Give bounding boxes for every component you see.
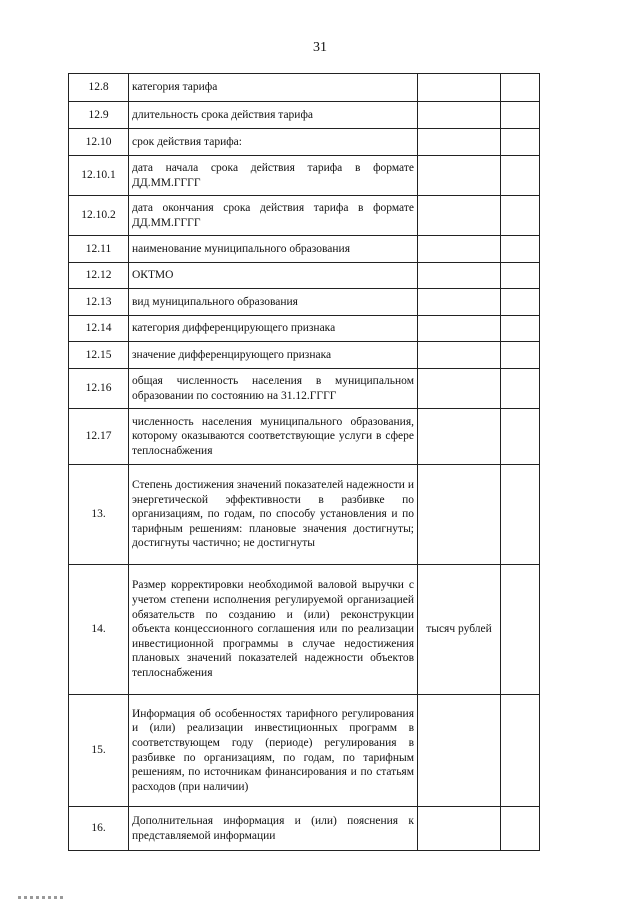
table-row <box>69 316 540 342</box>
row-source <box>501 129 540 156</box>
row-unit <box>418 369 501 409</box>
row-description: ОКТМО <box>129 263 418 289</box>
row-source <box>501 316 540 342</box>
row-description: категория тарифа <box>129 74 418 102</box>
table-row <box>69 263 540 289</box>
row-description: наименование муниципального образования <box>129 236 418 263</box>
row-source <box>501 156 540 196</box>
table-row <box>69 102 540 129</box>
table-row <box>69 74 540 102</box>
row-description: Степень достижения значений показателей надежности и энергетической эффективности в разбивке по организациям, по годам, по способу установления и по тарифным решениям: плановые значения достигнуты; достигнуты частично; не достигнуты <box>129 465 418 565</box>
row-source <box>501 807 540 851</box>
row-number: 12.10.2 <box>69 196 129 236</box>
data-table <box>68 73 540 851</box>
row-description: вид муниципального образования <box>129 289 418 316</box>
row-number: 12.16 <box>69 369 129 409</box>
row-unit <box>418 807 501 851</box>
table-row <box>69 156 540 196</box>
row-unit: тысяч рублей <box>418 565 501 695</box>
row-source <box>501 695 540 807</box>
row-number: 15. <box>69 695 129 807</box>
row-unit <box>418 465 501 565</box>
row-source <box>501 465 540 565</box>
table-row <box>69 236 540 263</box>
row-source <box>501 263 540 289</box>
row-description: Дополнительная информация и (или) пояснения к представляемой информации <box>129 807 418 851</box>
row-description: дата начала срока действия тарифа в формате ДД.ММ.ГГГГ <box>129 156 418 196</box>
row-source <box>501 342 540 369</box>
row-description: значение дифференцирующего признака <box>129 342 418 369</box>
row-unit <box>418 102 501 129</box>
row-number: 12.17 <box>69 409 129 465</box>
row-number: 16. <box>69 807 129 851</box>
row-unit <box>418 129 501 156</box>
table-row <box>69 409 540 465</box>
row-number: 12.8 <box>69 74 129 102</box>
table-row <box>69 369 540 409</box>
row-source <box>501 565 540 695</box>
table-row <box>69 196 540 236</box>
row-number: 12.10 <box>69 129 129 156</box>
row-unit <box>418 342 501 369</box>
row-unit <box>418 263 501 289</box>
row-description: Размер корректировки необходимой валовой выручки с учетом степени исполнения регулируемой организацией обязательств по созданию и (или) реконструкции объекта концессионного соглашения или по реализации инвестиционной программы в случае недостижения плановых значений показателей надежности объектов теплоснабжения <box>129 565 418 695</box>
row-number: 12.15 <box>69 342 129 369</box>
row-unit <box>418 74 501 102</box>
row-unit <box>418 316 501 342</box>
row-number: 12.13 <box>69 289 129 316</box>
row-source <box>501 369 540 409</box>
table-row <box>69 289 540 316</box>
table-row <box>69 129 540 156</box>
table-row <box>69 565 540 695</box>
row-unit <box>418 695 501 807</box>
row-description: общая численность населения в муниципальном образовании по состоянию на 31.12.ГГГГ <box>129 369 418 409</box>
row-number: 13. <box>69 465 129 565</box>
table-row <box>69 465 540 565</box>
row-number: 14. <box>69 565 129 695</box>
row-number: 12.9 <box>69 102 129 129</box>
row-source <box>501 409 540 465</box>
row-source <box>501 289 540 316</box>
row-description: Информация об особенностях тарифного регулирования и (или) реализации инвестиционных программ в соответствующем году (периоде) регулирования в разбивке по организациям, по годам, по тарифным решениям, по источникам финансирования и по статьям расходов (при наличии) <box>129 695 418 807</box>
scan-artifact <box>18 896 66 899</box>
row-unit <box>418 409 501 465</box>
row-description: категория дифференцирующего признака <box>129 316 418 342</box>
table-row <box>69 695 540 807</box>
row-source <box>501 74 540 102</box>
row-number: 12.14 <box>69 316 129 342</box>
row-description: срок действия тарифа: <box>129 129 418 156</box>
row-description: дата окончания срока действия тарифа в формате ДД.ММ.ГГГГ <box>129 196 418 236</box>
row-source <box>501 102 540 129</box>
row-source <box>501 236 540 263</box>
row-unit <box>418 236 501 263</box>
row-source <box>501 196 540 236</box>
page-number: 31 <box>313 40 327 55</box>
row-unit <box>418 196 501 236</box>
table-row <box>69 807 540 851</box>
row-number: 12.11 <box>69 236 129 263</box>
row-unit <box>418 289 501 316</box>
table-row <box>69 342 540 369</box>
row-description: численность населения муниципального образования, которому оказываются соответствующие услуги в сфере теплоснабжения <box>129 409 418 465</box>
row-number: 12.12 <box>69 263 129 289</box>
row-number: 12.10.1 <box>69 156 129 196</box>
row-unit <box>418 156 501 196</box>
row-description: длительность срока действия тарифа <box>129 102 418 129</box>
